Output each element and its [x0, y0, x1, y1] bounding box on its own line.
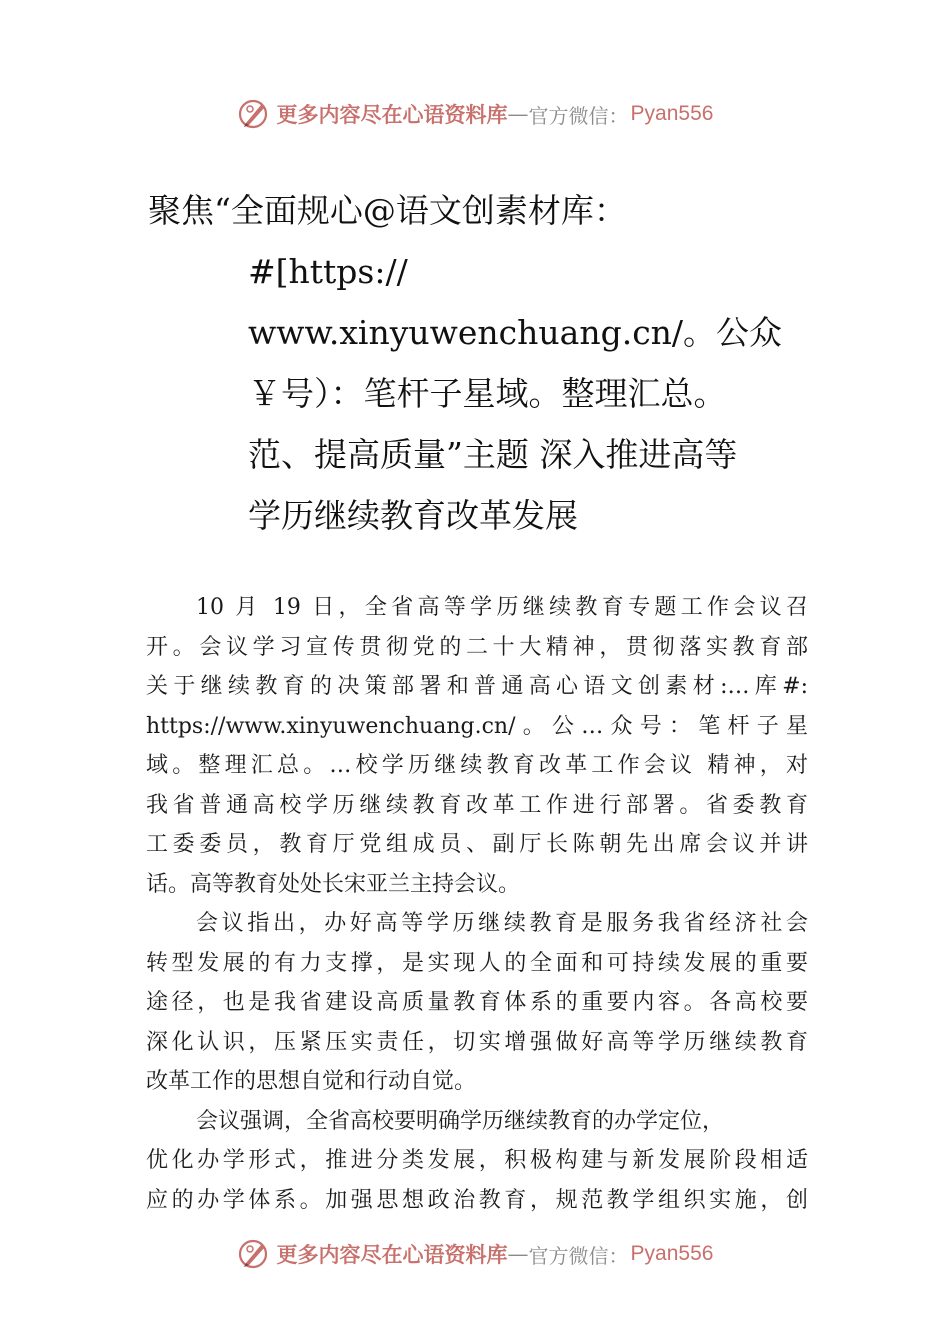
body-line: 会议强调，全省高校要明确学历继续教育的办学定位，	[196, 1108, 725, 1134]
body-line: 转型发展的有力支撑，是实现人的全面和可持续发展的重要	[146, 950, 808, 976]
body-line: 优化办学形式，推进分类发展，积极构建与新发展阶段相适	[146, 1148, 808, 1173]
body-line: https://www.xinyuwenchuang.cn/。公…众号：笔杆子星	[146, 713, 808, 739]
body-line: 关于继续教育的决策部署和普通高心语文创素材:…库#:	[146, 674, 808, 699]
banner-sub-text: 官方微信：	[528, 103, 629, 128]
body-line: 工委委员，教育厅党组成员、副厅长陈朝先出席会议并讲	[146, 832, 808, 857]
body-line: 开。会议学习宣传贯彻党的二十大精神，贯彻落实教育部	[146, 634, 808, 660]
body-line: 会议指出，办好高等学历继续教育是服务我省经济社会	[196, 911, 808, 936]
body-line: 我省普通高校学历继续教育改革工作进行部署。省委教育	[146, 792, 808, 818]
title-line: ￥号）：笔杆子星域。整理汇总。	[248, 374, 727, 413]
banner-wechat-id: Pyan556	[630, 1242, 714, 1265]
header-banner	[0, 92, 950, 136]
title-line: 学历继续教育改革发展	[248, 496, 578, 535]
footer-banner	[0, 1232, 950, 1276]
title-line: www.xinyuwenchuang.cn/。公众	[248, 313, 783, 352]
banner-separator: —	[507, 1242, 529, 1266]
title-line: 范、提高质量”主题 深入推进高等	[248, 435, 738, 474]
title-line: 聚焦“全面规心@语文创素材库：	[148, 191, 627, 230]
document-title	[148, 180, 808, 546]
body-line: 途径，也是我省建设高质量教育体系的重要内容。各高校要	[146, 990, 808, 1015]
body-line: 话。高等教育处处长宋亚兰主持会议。	[146, 871, 521, 897]
document-body	[146, 588, 808, 1220]
title-line: #[https://	[248, 252, 408, 291]
body-line: 深化认识，压紧压实责任，切实增强做好高等学历继续教育	[146, 1029, 808, 1055]
banner-sub-text: 官方微信：	[528, 1243, 629, 1268]
body-line: 应的办学体系。加强思想政治教育，规范教学组织实施，创	[146, 1187, 808, 1213]
banner-main-text: 更多内容尽在心语资料库	[276, 1242, 508, 1267]
pen-logo-icon	[237, 1237, 271, 1271]
body-line: 10 月 19 日，全省高等学历继续教育专题工作会议召	[196, 595, 808, 620]
banner-main-text: 更多内容尽在心语资料库	[276, 102, 508, 127]
body-line: 改革工作的思想自觉和行动自觉。	[146, 1069, 477, 1094]
body-line: 域。整理汇总。…校学历继续教育改革工作会议 精神，对	[146, 753, 808, 778]
banner-wechat-id: Pyan556	[630, 102, 714, 125]
pen-logo-icon	[237, 97, 271, 131]
banner-separator: —	[507, 102, 529, 126]
